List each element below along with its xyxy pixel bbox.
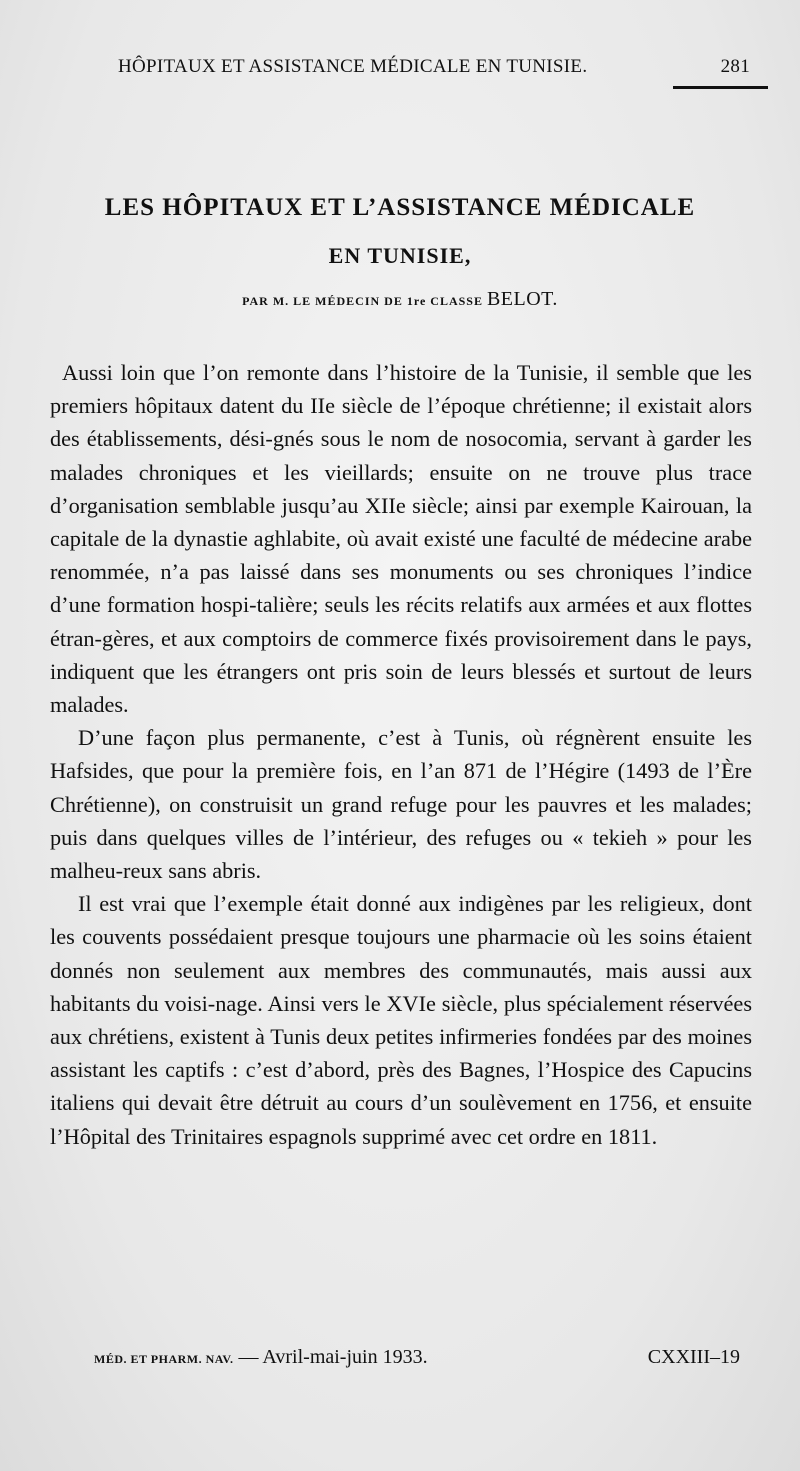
issue-date: Avril-mai-juin 1933.: [262, 1346, 428, 1368]
footer: [94, 1346, 740, 1369]
journal-name: MÉD. ET PHARM. NAV.: [94, 1352, 234, 1366]
running-head-title: HÔPITAUX ET ASSISTANCE MÉDICALE EN TUNISIE.: [118, 56, 588, 77]
paragraph-3: Il est vrai que l’exemple était donné aux indigènes par les religieux, dont les couvents possédaient presque toujours une pharmacie où les soins étaient donnés non seulement aux membres des communautés, mais aussi aux habitants du voisi-nage. Ainsi vers le XVIe siècle, plus spécialement réservées aux chrétiens, existent à Tunis deux petites infirmeries fondées par des moines assistant les captifs : c’est d’abord, près des Bagnes, l’Hospice des Capucins italiens qui devait être détruit au cours d’un soulèvement en 1756, et ensuite l’Hôpital des Trinitaires espagnols supprimé avec cet ordre en 1811.: [50, 891, 752, 1149]
byline-prefix: PAR M. LE MÉDECIN DE 1re CLASSE: [242, 294, 483, 308]
running-head: [118, 56, 750, 78]
footer-journal-info: [94, 1346, 428, 1369]
article-body: [50, 356, 752, 1153]
article-title: LES HÔPITAUX ET L’ASSISTANCE MÉDICALE: [104, 194, 696, 221]
byline: [0, 288, 800, 311]
signature-mark: CXXIII–19: [647, 1346, 740, 1368]
page-number: 281: [720, 56, 750, 77]
paragraph-2: D’une façon plus permanente, c’est à Tunis, où régnèrent ensuite les Hafsides, que pour la première fois, en l’an 871 de l’Hégire (1493 de l’Ère Chrétienne), on construisit un grand refuge pour les pauvres et les malades; puis dans quelques villes de l’intérieur, des refuges ou « tekieh » pour les malheu-reux sans abris.: [50, 725, 752, 884]
author-name: BELOT.: [486, 288, 558, 310]
paragraph-1: Aussi loin que l’on remonte dans l’histoire de la Tunisie, il semble que les premiers hôpitaux datent du IIe siècle de l’époque chrétienne; il existait alors des établissements, dési-gnés sous le nom de nosocomia, servant à garder les malades chroniques et les vieillards; ensuite on ne trouve plus trace d’organisation semblable jusqu’au XIIe siècle; ainsi par exemple Kairouan, la capitale de la dynastie aghlabite, où avait existé une faculté de médecine arabe renommée, n’a pas laissé dans ses monuments ou ses chroniques l’indice d’une formation hospi-talière; seuls les récits relatifs aux armées et aux flottes étran-gères, et aux comptoirs de commerce fixés provisoirement dans le pays, indiquent que les étrangers ont pris soin de leurs blessés et surtout de leurs malades.: [50, 360, 752, 718]
article-title-line2: EN TUNISIE,: [328, 243, 472, 268]
footer-separator: —: [238, 1346, 259, 1368]
header-rule: [673, 86, 768, 89]
